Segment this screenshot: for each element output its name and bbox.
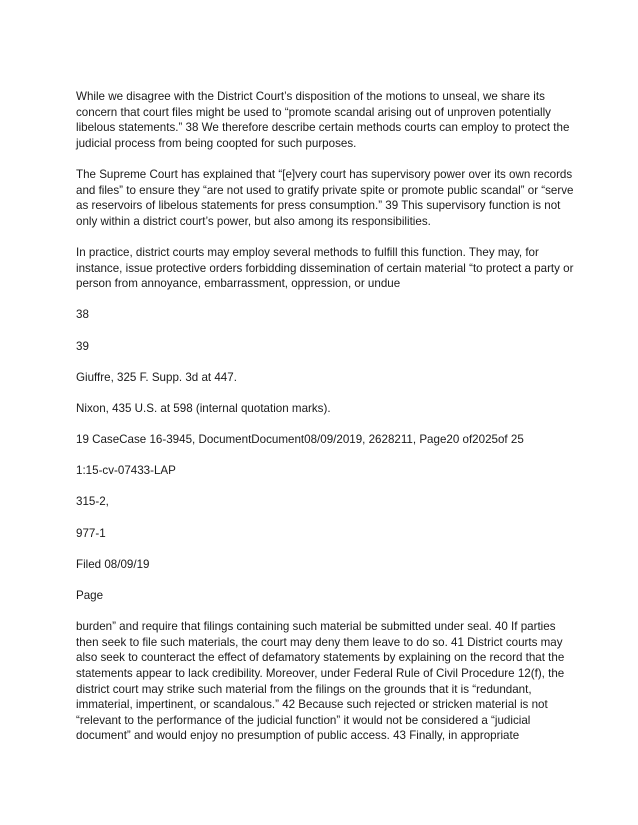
- paragraph-district-methods: In practice, district courts may employ several methods to fulfill this function. They may, for instance, issue protective orders forbidding dissemination of certain material “to protect a party or person from annoyance, embarrassment, oppression, or undue: [76, 245, 574, 291]
- paragraph-unseal-concern: While we disagree with the District Court’s disposition of the motions to unseal, we share its concern that court files might be used to “promote scandal arising out of unproven potentially libelous statements.” 38 We therefore describe certain methods courts can employ to protect the judicial process from being coopted for such purposes.: [76, 90, 570, 150]
- document-number-a: 315-2,: [76, 495, 109, 509]
- document-number-b: 977-1: [76, 526, 106, 540]
- footnote-giuffre: Giuffre, 325 F. Supp. 3d at 447.: [76, 370, 237, 384]
- footnote-nixon: Nixon, 435 U.S. at 598 (internal quotation marks).: [76, 401, 331, 415]
- case-header-line: 19 CaseCase 16-3945, DocumentDocument08/09/2019, 2628211, Page20 of2025of 25: [76, 433, 524, 447]
- filed-date: Filed 08/09/19: [76, 557, 150, 571]
- page-label: Page: [76, 589, 104, 602]
- footnote-number-38: 38: [76, 308, 89, 322]
- paragraph-continuation: burden” and require that filings containing such material be submitted under seal. 40 If parties then seek to file such materials, the court may deny them leave to do so. 41 District courts may also seek to counteract the effect of defamatory statements by explaining on the record that the statements appear to lack credibility. Moreover, under Federal Rule of Civil Procedure 12(f), the district court may strike such material from the filings on the grounds that it is “redundant, immaterial, impertinent, or scandalous.” 42 Because such rejected or stricken material is not “relevant to the performance of the judicial function” it would not be considered a “judicial document” and would enjoy no presumption of public access. 43 Finally, in appropriate: [76, 620, 565, 743]
- document-body: [76, 89, 576, 760]
- case-number: 1:15-cv-07433-LAP: [76, 464, 176, 478]
- paragraph-supervisory-power: The Supreme Court has explained that “[e]very court has supervisory power over its own records and files” to ensure they “are not used to gratify private spite or promote public scandal” or “serve as reservoirs of libelous statements for press consumption.” 39 This supervisory function is not only within a district court’s power, but also among its responsibilities.: [76, 167, 574, 228]
- footnote-number-39: 39: [76, 339, 89, 353]
